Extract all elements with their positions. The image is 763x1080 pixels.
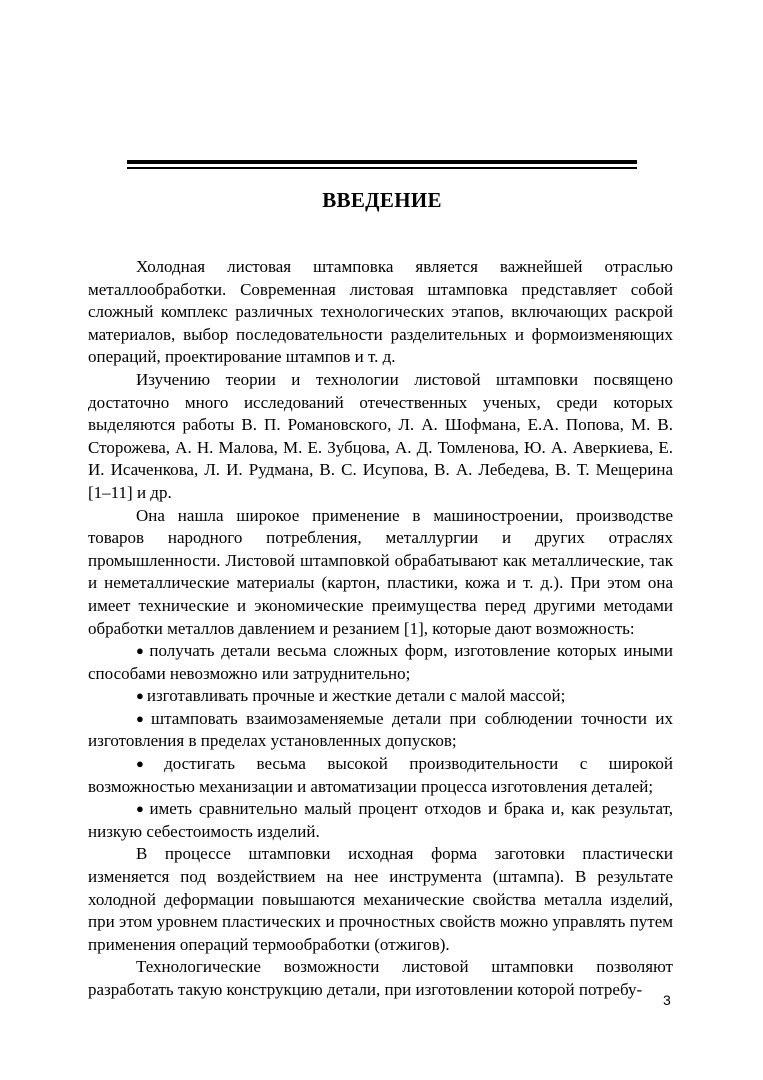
page-number: 3: [663, 992, 671, 1008]
paragraph-applications: Она нашла широкое применение в машиностроении, производстве товаров народного потребления, металлургии и других отраслях промышленности. Листовой штамповкой обрабатывают как металлические, так и неметаллические материалы (картон, пластики, кожа и т. д.). При этом она имеет технические и экономические преимущества перед другими методами обработки металлов давлением и резанием [1], которые дают возможность:: [88, 505, 673, 638]
bullet-item: [88, 753, 673, 798]
bullet-text: иметь сравнительно малый процент отходов и брака и, как результат, низкую себестоимость изделий.: [88, 799, 673, 841]
bullet-item: [88, 708, 673, 753]
paragraph-research: Изучению теории и технологии листовой штамповки посвящено достаточно много исследований отечественных ученых, среди которых выделяются работы В. П. Романовского, Л. А. Шофмана, Е.А. Попова, М. В. Сторожева, А. Н. Малова, М. Е. Зубцова, А. Д. Томленова, Ю. А. Аверкиева, Е. И. Исаченкова, Л. И. Рудмана, В. С. Исупова, В. А. Лебедева, В. Т. Мещерина [1–11] и др.: [88, 369, 673, 502]
bullet-icon: ●: [136, 710, 149, 726]
paragraph-intro: Холодная листовая штамповка является важнейшей отраслью металлообработки. Современная листовая штамповка представляет собой сложный комплекс различных технологических этапов, включающих раскрой материалов, выбор последовательности разделительных и формоизменяющих операций, проектирование штампов и т. д.: [88, 257, 673, 367]
body-text: [88, 256, 673, 1002]
bullet-text: получать детали весьма сложных форм, изготовление которых иными способами невозможно или затруднительно;: [88, 641, 673, 683]
bullet-icon: ●: [136, 688, 144, 704]
bullet-text: изготавливать прочные и жесткие детали с малой массой;: [146, 686, 566, 706]
bullet-item: [88, 640, 673, 685]
chapter-heading: ВВЕДЕНИЕ: [322, 188, 442, 212]
bullet-item: [88, 798, 673, 843]
paragraph-deformation: В процессе штамповки исходная форма заготовки пластически изменяется под воздействием на нее инструмента (штампа). В результате холодной деформации повышаются механические свойства металла изделий, при этом уровнем пластических и прочностных свойств можно управлять путем применения операций термообработки (отжигов).: [88, 844, 673, 954]
bullet-icon: ●: [136, 756, 162, 772]
bullet-icon: ●: [136, 643, 147, 659]
header-rule-thin: [127, 167, 637, 169]
paragraph-capabilities: Технологические возможности листовой штамповки позволяют разработать такую конструкцию детали, при изготовлении которой потребу-: [88, 957, 673, 999]
bullet-text: достигать весьма высокой производительности с широкой возможностью механизации и автоматизации процесса изготовления деталей;: [88, 754, 673, 796]
bullet-item: [88, 685, 673, 708]
header-rule-thick: [127, 160, 637, 164]
bullet-icon: ●: [136, 801, 147, 817]
bullet-text: штамповать взаимозаменяемые детали при соблюдении точности их изготовления в пределах установленных допусков;: [88, 708, 673, 751]
